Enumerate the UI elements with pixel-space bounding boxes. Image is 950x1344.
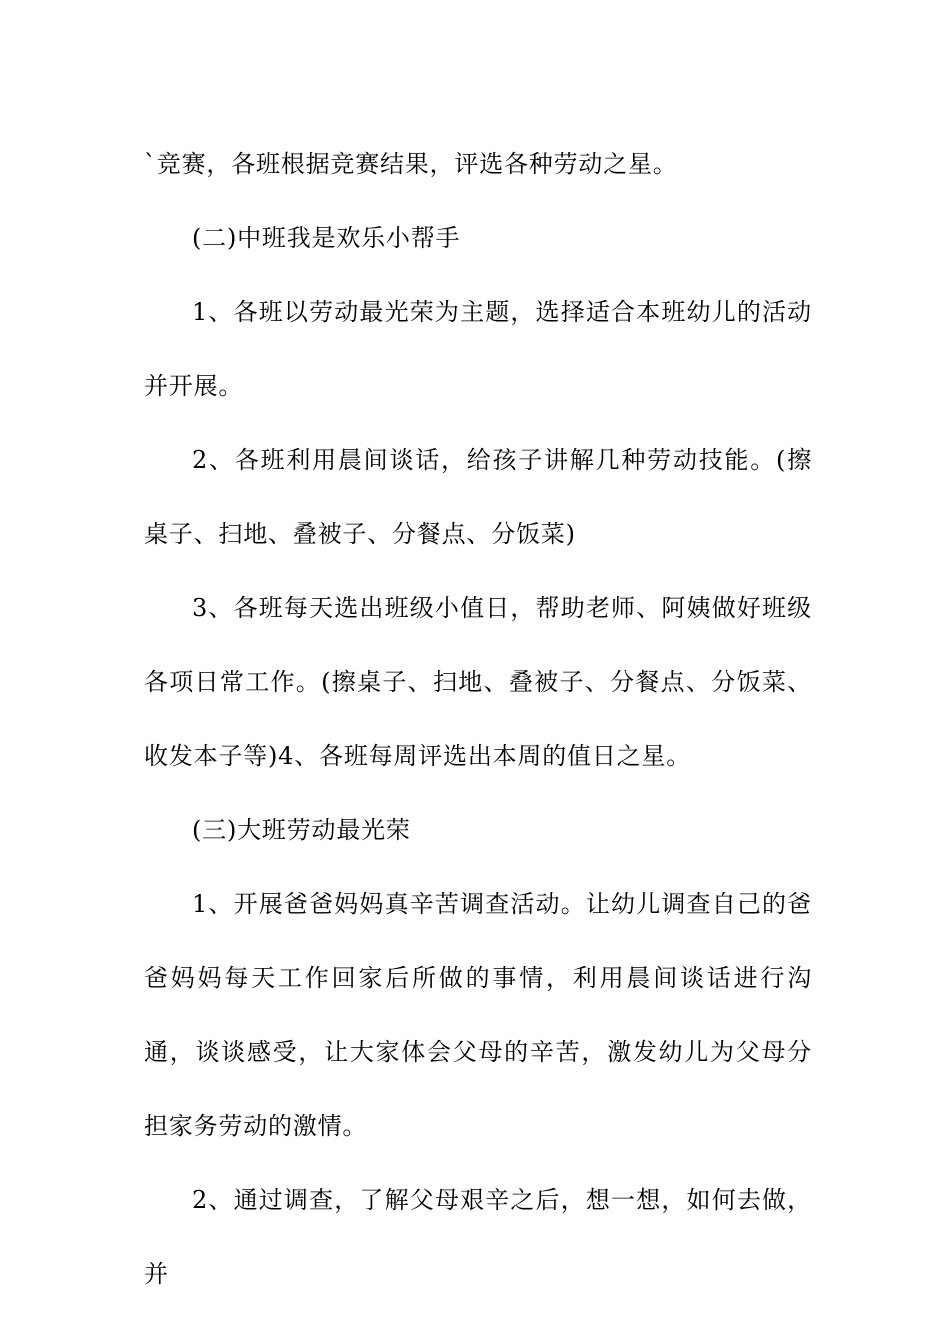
paragraph-item-3: 3、各班每天选出班级小值日，帮助老师、阿姨做好班级各项日常工作。(擦桌子、扫地、叠被子、分餐点、分饭菜、收发本子等)4、各班每周评选出本周的值日之星。 [144, 594, 812, 770]
section-heading-middle-class: (二)中班我是欢乐小帮手 [192, 224, 461, 252]
section-heading-senior-class: (三)大班劳动最光荣 [192, 816, 411, 844]
document-body [144, 127, 812, 1311]
paragraph-continuation: `竞赛，各班根据竞赛结果，评选各种劳动之星。 [144, 150, 678, 178]
paragraph-senior-item-1: 1、开展爸爸妈妈真辛苦调查活动。让幼儿调查自己的爸爸妈妈每天工作回家后所做的事情，利用晨间谈话进行沟通，谈谈感受，让大家体会父母的辛苦，激发幼儿为父母分担家务劳动的激情。 [144, 890, 812, 1140]
paragraph-item-1: 1、各班以劳动最光荣为主题，选择适合本班幼儿的活动并开展。 [144, 298, 812, 400]
paragraph-senior-item-2: 2、通过调查，了解父母艰辛之后，想一想，如何去做，并 [144, 1186, 812, 1288]
paragraph-item-2: 2、各班利用晨间谈话，给孩子讲解几种劳动技能。(擦桌子、扫地、叠被子、分餐点、分饭菜) [144, 446, 812, 548]
